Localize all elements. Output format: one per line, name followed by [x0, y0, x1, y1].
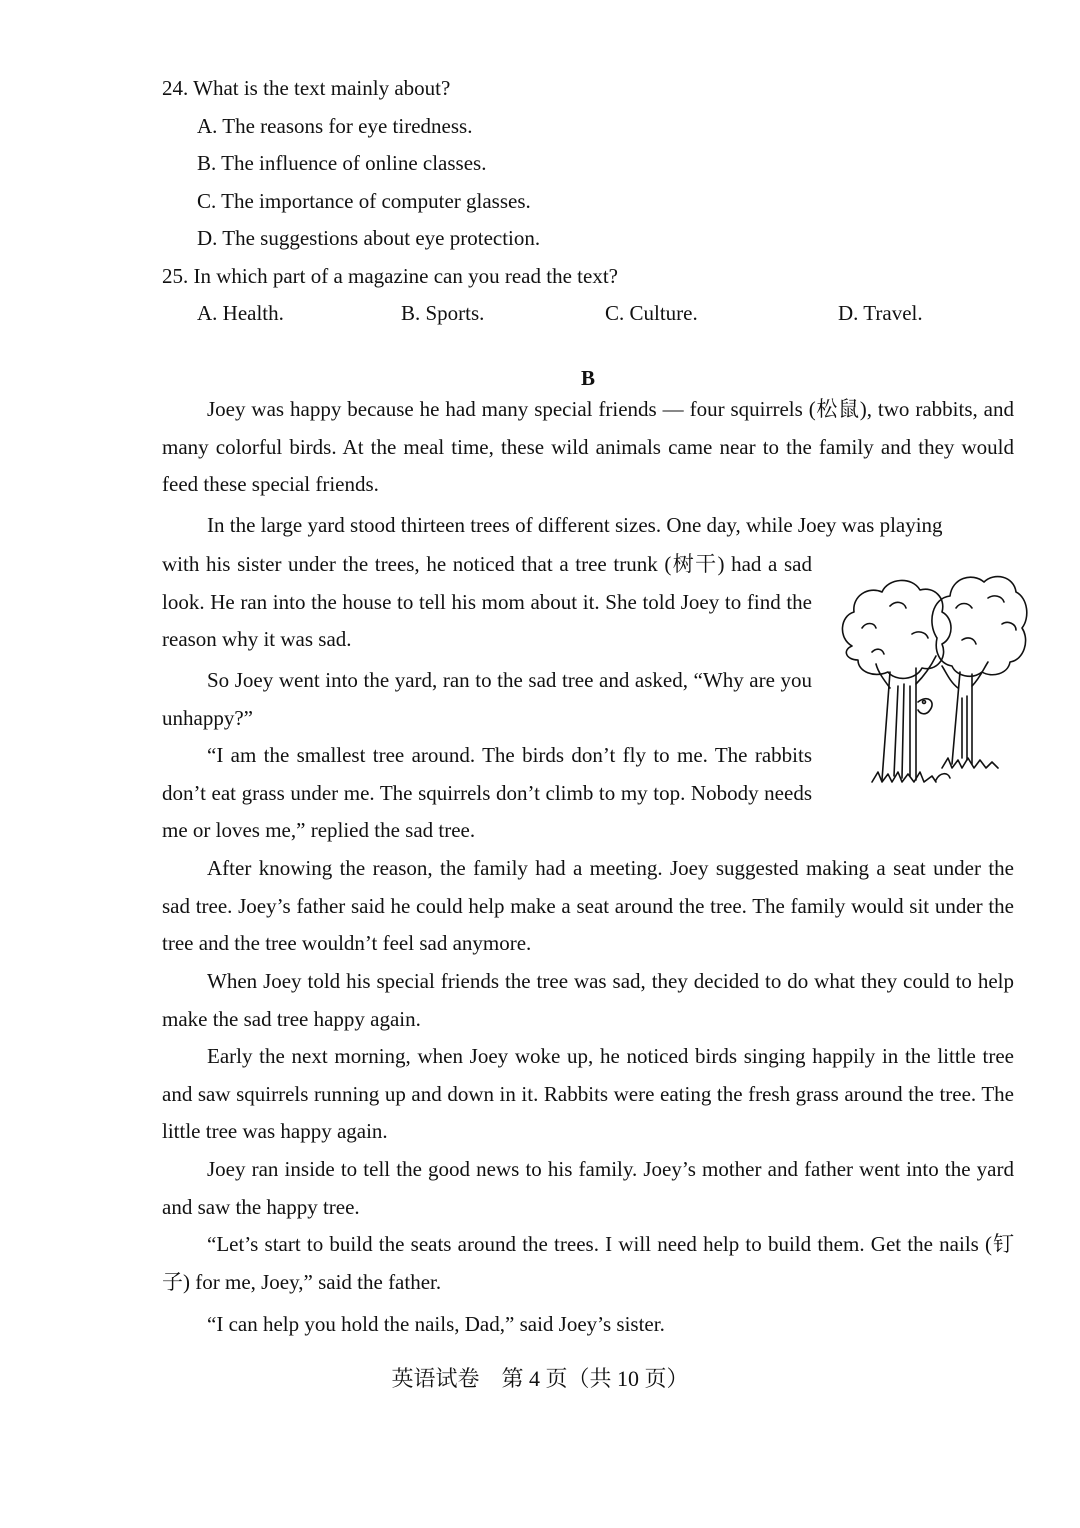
question-24: 24. What is the text mainly about? — [162, 76, 451, 100]
q24-option-b: B. The influence of online classes. — [197, 151, 487, 175]
q25-option-c: C. Culture. — [605, 301, 698, 325]
q25-option-a: A. Health. — [197, 301, 284, 325]
passage-paragraph: So Joey went into the yard, ran to the sad tree and asked, “Why are you unhappy?” — [162, 668, 812, 730]
passage-paragraph: Early the next morning, when Joey woke up, he noticed birds singing happily in the little tree and saw squirrels running up and down in it. Rabbits were eating the fresh grass around the tree. The little tree was happy again. — [162, 1044, 1014, 1144]
q25-option-b: B. Sports. — [401, 301, 485, 325]
passage-paragraph: After knowing the reason, the family had a meeting. Joey suggested making a seat under the sad tree. Joey’s father said he could help make a seat around the tree. The family would sit under the tree and the tree wouldn’t feel sad anymore. — [162, 856, 1014, 956]
question-25: 25. In which part of a magazine can you read the text? — [162, 264, 618, 288]
section-b-title: B — [580, 366, 595, 390]
passage-paragraph: with his sister under the trees, he noticed that a tree trunk (树干) had a sad look. He ran into the house to tell his mom about it. She told Joey to find the reason why it was sad. — [162, 552, 812, 652]
q24-option-d: D. The suggestions about eye protection. — [197, 226, 541, 250]
trees-illustration — [832, 568, 1028, 806]
passage-paragraph: “Let’s start to build the seats around the trees. I will need help to build them. Get the nails (钉子) for me, Joey,” said the father. — [162, 1232, 1014, 1294]
q24-option-a: A. The reasons for eye tiredness. — [197, 114, 473, 138]
passage-paragraph: Joey ran inside to tell the good news to his family. Joey’s mother and father went into the yard and saw the happy tree. — [162, 1157, 1014, 1219]
passage-paragraph: Joey was happy because he had many special friends — four squirrels (松鼠), two rabbits, and many colorful birds. At the meal time, these wild animals came near to the family and they would feed these special friends. — [162, 397, 1014, 497]
passage-paragraph: “I am the smallest tree around. The birds don’t fly to me. The rabbits don’t eat grass under me. The squirrels don’t climb to my top. Nobody needs me or loves me,” replied the sad tree. — [162, 743, 812, 843]
passage-paragraph: When Joey told his special friends the tree was sad, they decided to do what they could to help make the sad tree happy again. — [162, 969, 1014, 1031]
q25-option-d: D. Travel. — [838, 301, 923, 325]
passage-paragraph: In the large yard stood thirteen trees of different sizes. One day, while Joey was playing — [207, 513, 943, 537]
page-footer: 英语试卷 第 4 页（共 10 页） — [391, 1366, 689, 1391]
q24-option-c: C. The importance of computer glasses. — [197, 189, 531, 213]
passage-paragraph: “I can help you hold the nails, Dad,” said Joey’s sister. — [207, 1312, 665, 1336]
